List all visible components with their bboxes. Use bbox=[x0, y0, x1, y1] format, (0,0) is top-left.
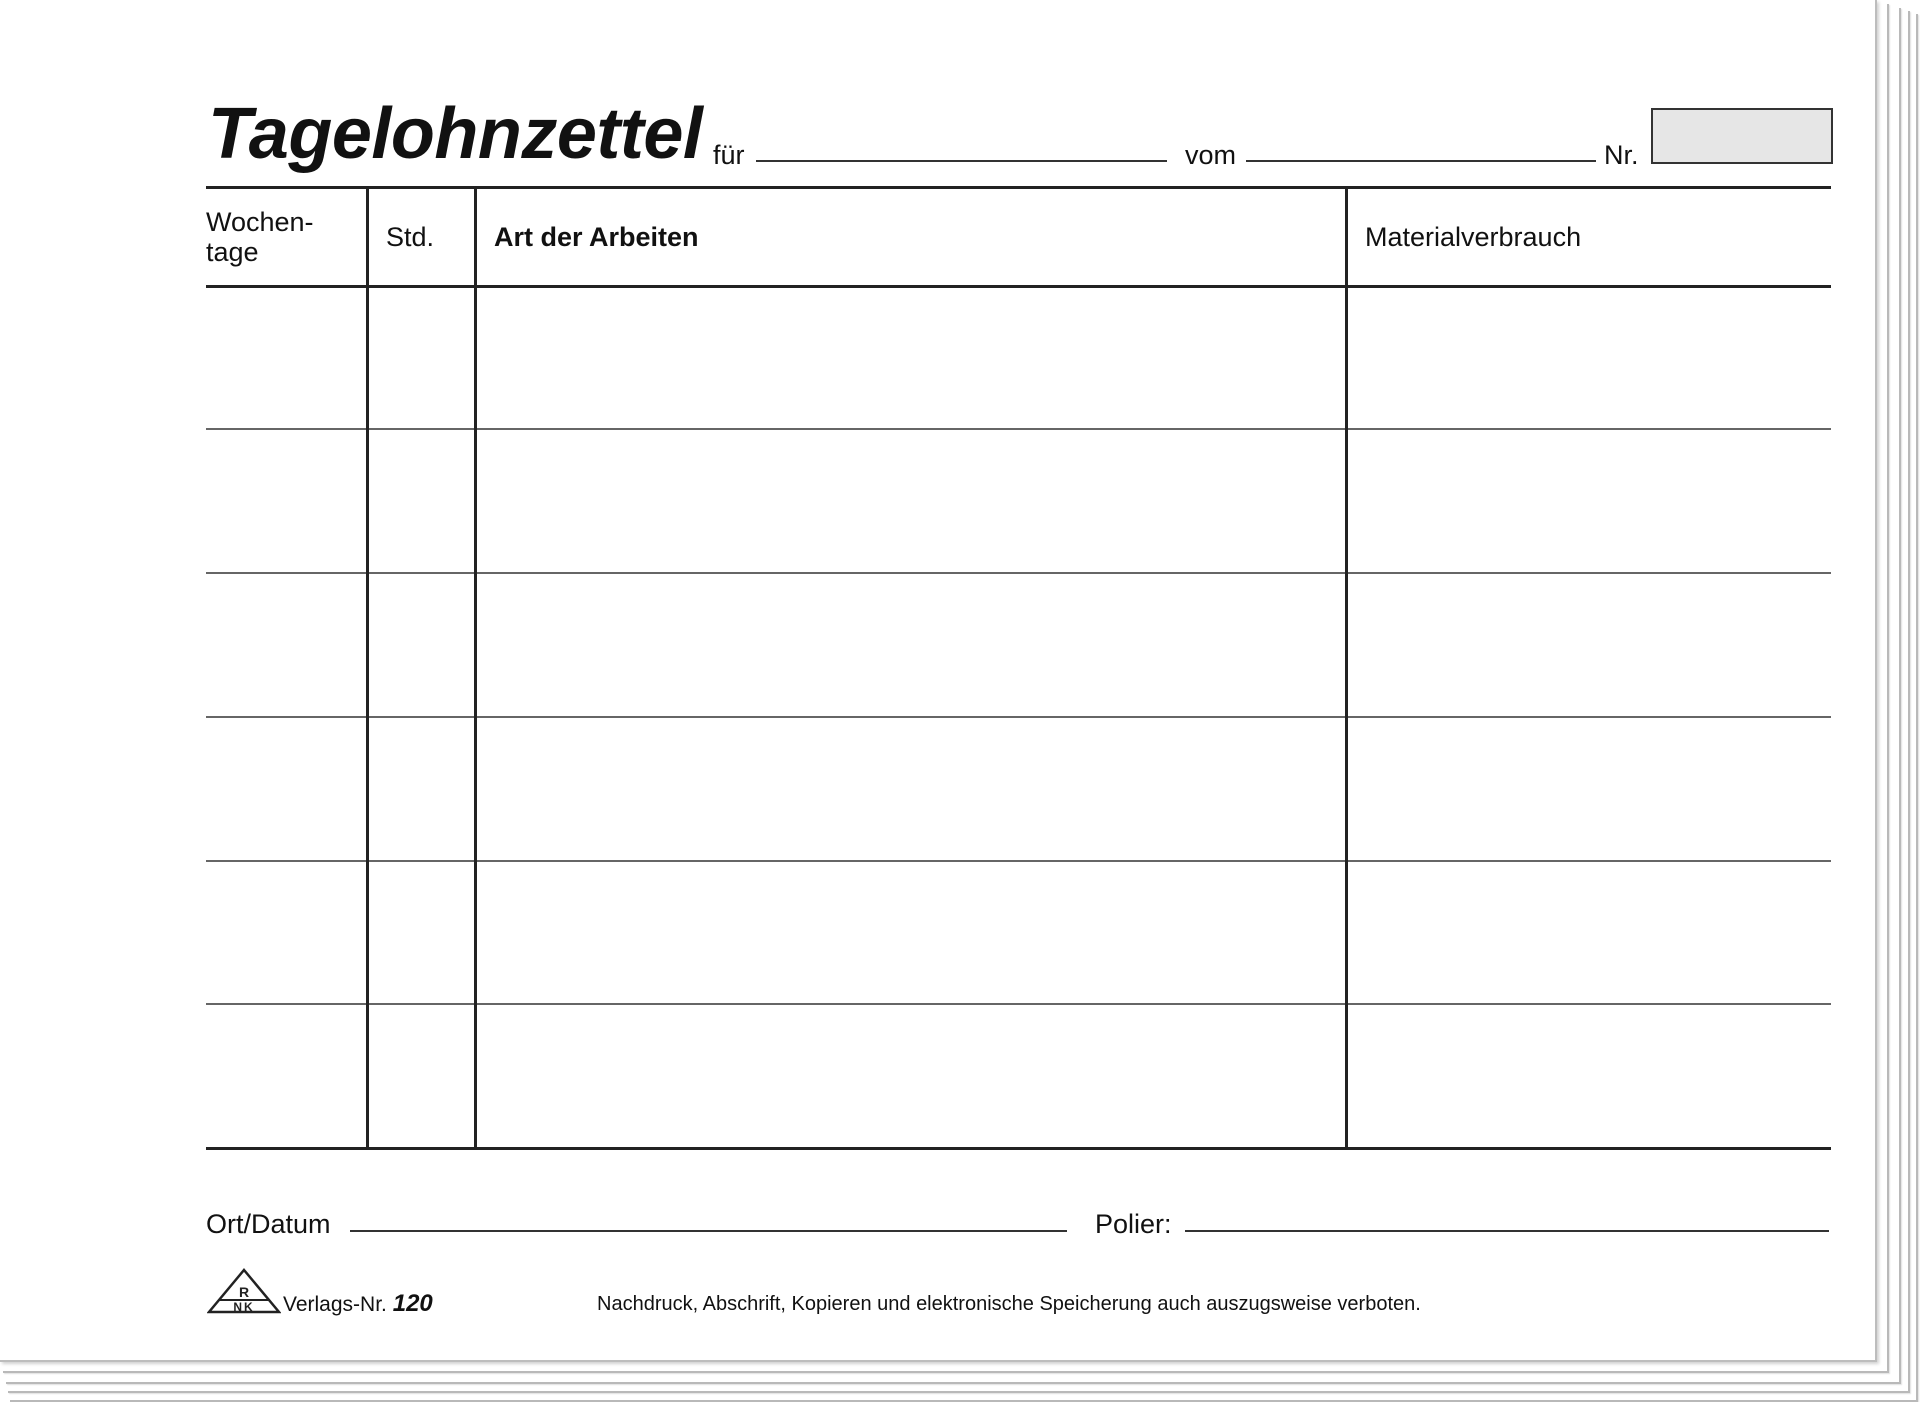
copyright-notice: Nachdruck, Abschrift, Kopieren und elektronische Speicherung auch auszugsweise verboten. bbox=[597, 1293, 1421, 1315]
fuer-label: für bbox=[713, 140, 745, 170]
column-header-art: Art der Arbeiten bbox=[494, 222, 699, 252]
verlags-nr-value: 120 bbox=[392, 1290, 433, 1317]
verlags-nr bbox=[283, 1292, 433, 1316]
column-divider-1 bbox=[366, 186, 369, 1148]
ort-datum-label: Ort/Datum bbox=[206, 1209, 331, 1239]
row-divider-3 bbox=[206, 716, 1831, 718]
column-header-std: Std. bbox=[386, 222, 435, 252]
ort-datum-field[interactable] bbox=[350, 1230, 1067, 1232]
row-divider-1 bbox=[206, 428, 1831, 430]
column-header-wochentage-line1: Wochen- bbox=[206, 207, 314, 237]
row-divider-2 bbox=[206, 572, 1831, 574]
row-divider-4 bbox=[206, 860, 1831, 862]
polier-label: Polier: bbox=[1095, 1209, 1172, 1239]
form-title: Tagelohnzettel bbox=[208, 94, 703, 174]
column-header-wochentage bbox=[206, 208, 314, 267]
verlags-nr-label: Verlags-Nr. bbox=[283, 1293, 387, 1316]
column-header-material: Materialverbrauch bbox=[1365, 222, 1582, 252]
table-header-rule bbox=[206, 285, 1831, 288]
nr-field[interactable] bbox=[1651, 108, 1833, 164]
fuer-field[interactable] bbox=[756, 160, 1167, 162]
polier-field[interactable] bbox=[1185, 1230, 1829, 1232]
column-divider-2 bbox=[474, 186, 477, 1148]
publisher-logo bbox=[207, 1268, 281, 1314]
vom-label: vom bbox=[1185, 140, 1237, 170]
table-top-rule bbox=[206, 186, 1831, 189]
table-bottom-rule bbox=[206, 1147, 1831, 1150]
vom-field[interactable] bbox=[1246, 160, 1596, 162]
column-divider-3 bbox=[1345, 186, 1348, 1148]
nr-label: Nr. bbox=[1604, 140, 1639, 170]
row-divider-5 bbox=[206, 1003, 1831, 1005]
svg-text:R: R bbox=[238, 1284, 250, 1300]
column-header-wochentage-line2: tage bbox=[206, 236, 259, 267]
svg-text:NK: NK bbox=[233, 1300, 255, 1314]
